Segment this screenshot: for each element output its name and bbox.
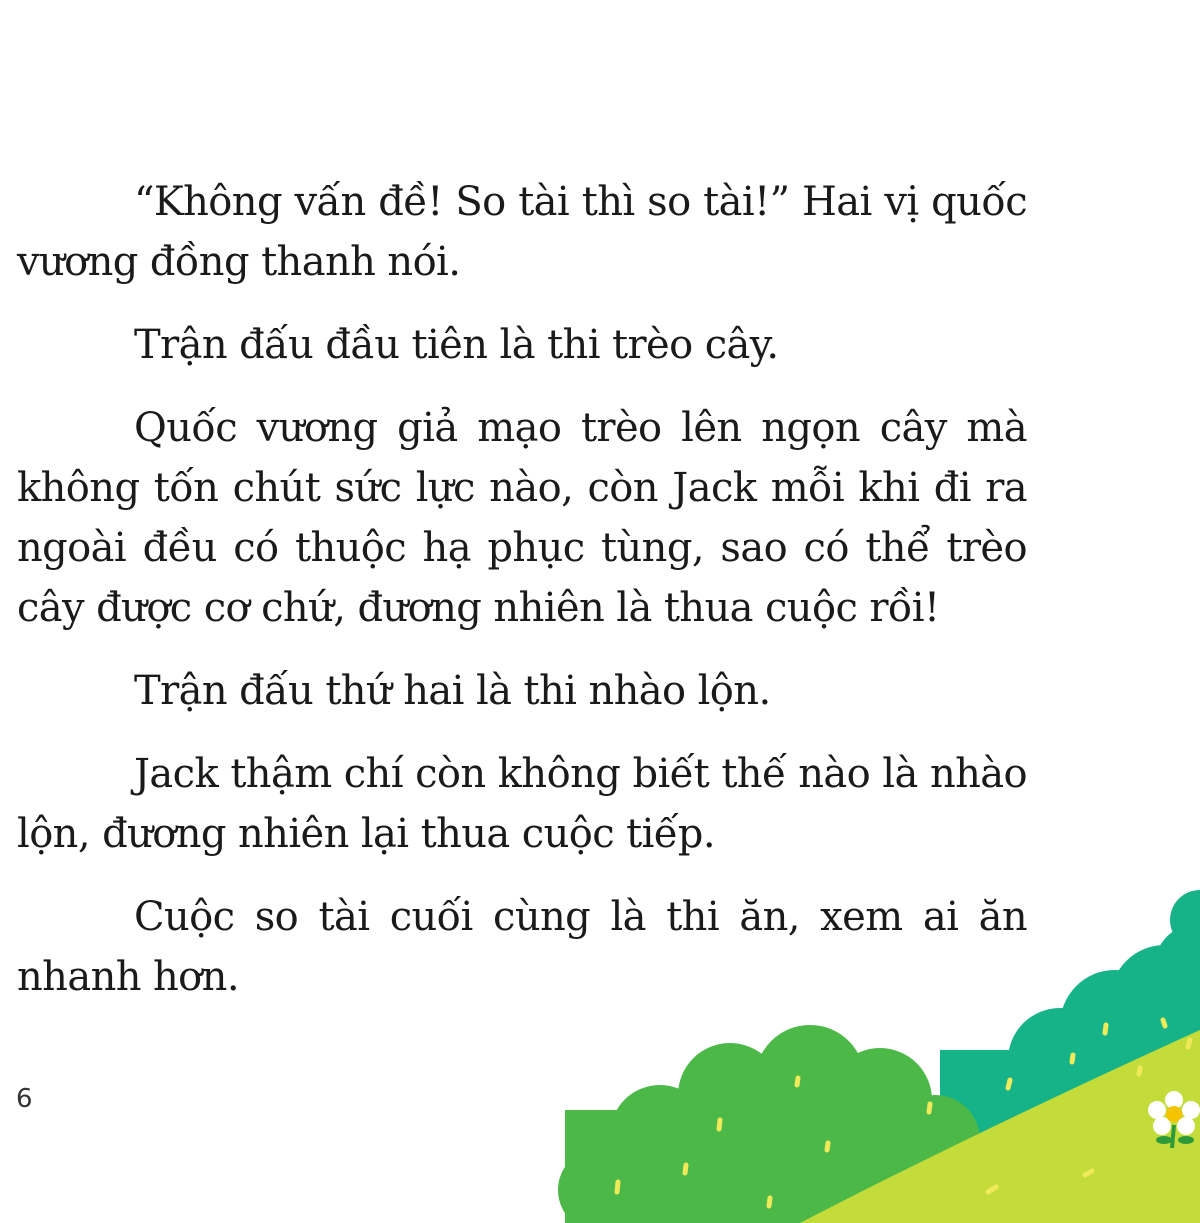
page-number: 6 [16, 1084, 33, 1114]
daisy-icon [1148, 1091, 1200, 1148]
paragraph: Cuộc so tài cuối cùng là thi ăn, xem ai ăn nhanh hơn. [17, 894, 1027, 1000]
paragraph: Trận đấu thứ hai là thi nhào lộn. [134, 668, 771, 714]
hill [800, 1030, 1200, 1223]
green-bush [558, 1025, 980, 1223]
paragraph: Jack thậm chí còn không biết thế nào là nhào lộn, đương nhiên lại thua cuộc tiếp. [17, 751, 1027, 857]
grass-highlights [617, 1020, 1190, 1206]
paragraph: “Không vấn đề! So tài thì so tài!” Hai vị quốc vương đồng thanh nói. [17, 179, 1027, 285]
paragraph: Quốc vương giả mạo trèo lên ngọn cây mà không tốn chút sức lực nào, còn Jack mỗi khi đi ra ngoài đều có thuộc hạ phục tùng, sao có thể trèo cây được cơ chứ, đương nhiên là thua cuộc rồi! [17, 405, 1027, 631]
paragraph: Trận đấu đầu tiên là thi trèo cây. [134, 322, 779, 368]
story-text [17, 172, 1027, 1030]
